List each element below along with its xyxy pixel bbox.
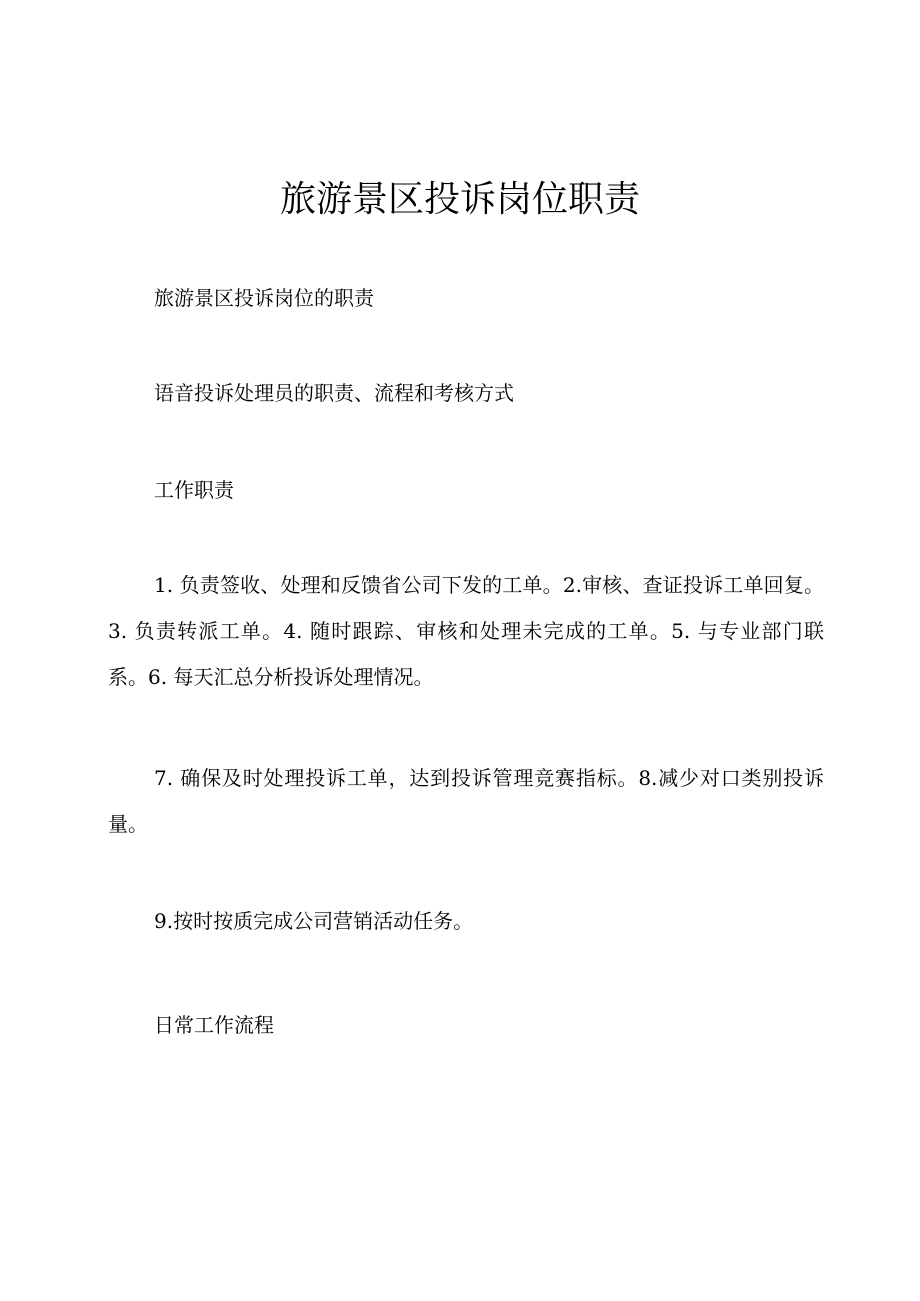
paragraph-duty-9: 9.按时按质完成公司营销活动任务。 [154, 909, 474, 933]
paragraph-voice-complaint-heading: 语音投诉处理员的职责、流程和考核方式 [154, 381, 514, 405]
document-title: 旅游景区投诉岗位职责 [279, 179, 640, 220]
paragraph-duties-heading: 工作职责 [154, 478, 234, 502]
paragraph-duties-1-6: 1. 负责签收、处理和反馈省公司下发的工单。2.审核、查证投诉工单回复。3. 负责转派工单。4. 随时跟踪、审核和处理未完成的工单。5. 与专业部门联系。6. 每天汇总分析投诉处理情况。 [108, 573, 824, 689]
paragraph-duties-7-8: 7. 确保及时处理投诉工单，达到投诉管理竞赛指标。8.减少对口类别投诉量。 [108, 766, 824, 836]
paragraph-daily-workflow-heading: 日常工作流程 [154, 1013, 274, 1037]
paragraph-subtitle: 旅游景区投诉岗位的职责 [154, 286, 374, 310]
